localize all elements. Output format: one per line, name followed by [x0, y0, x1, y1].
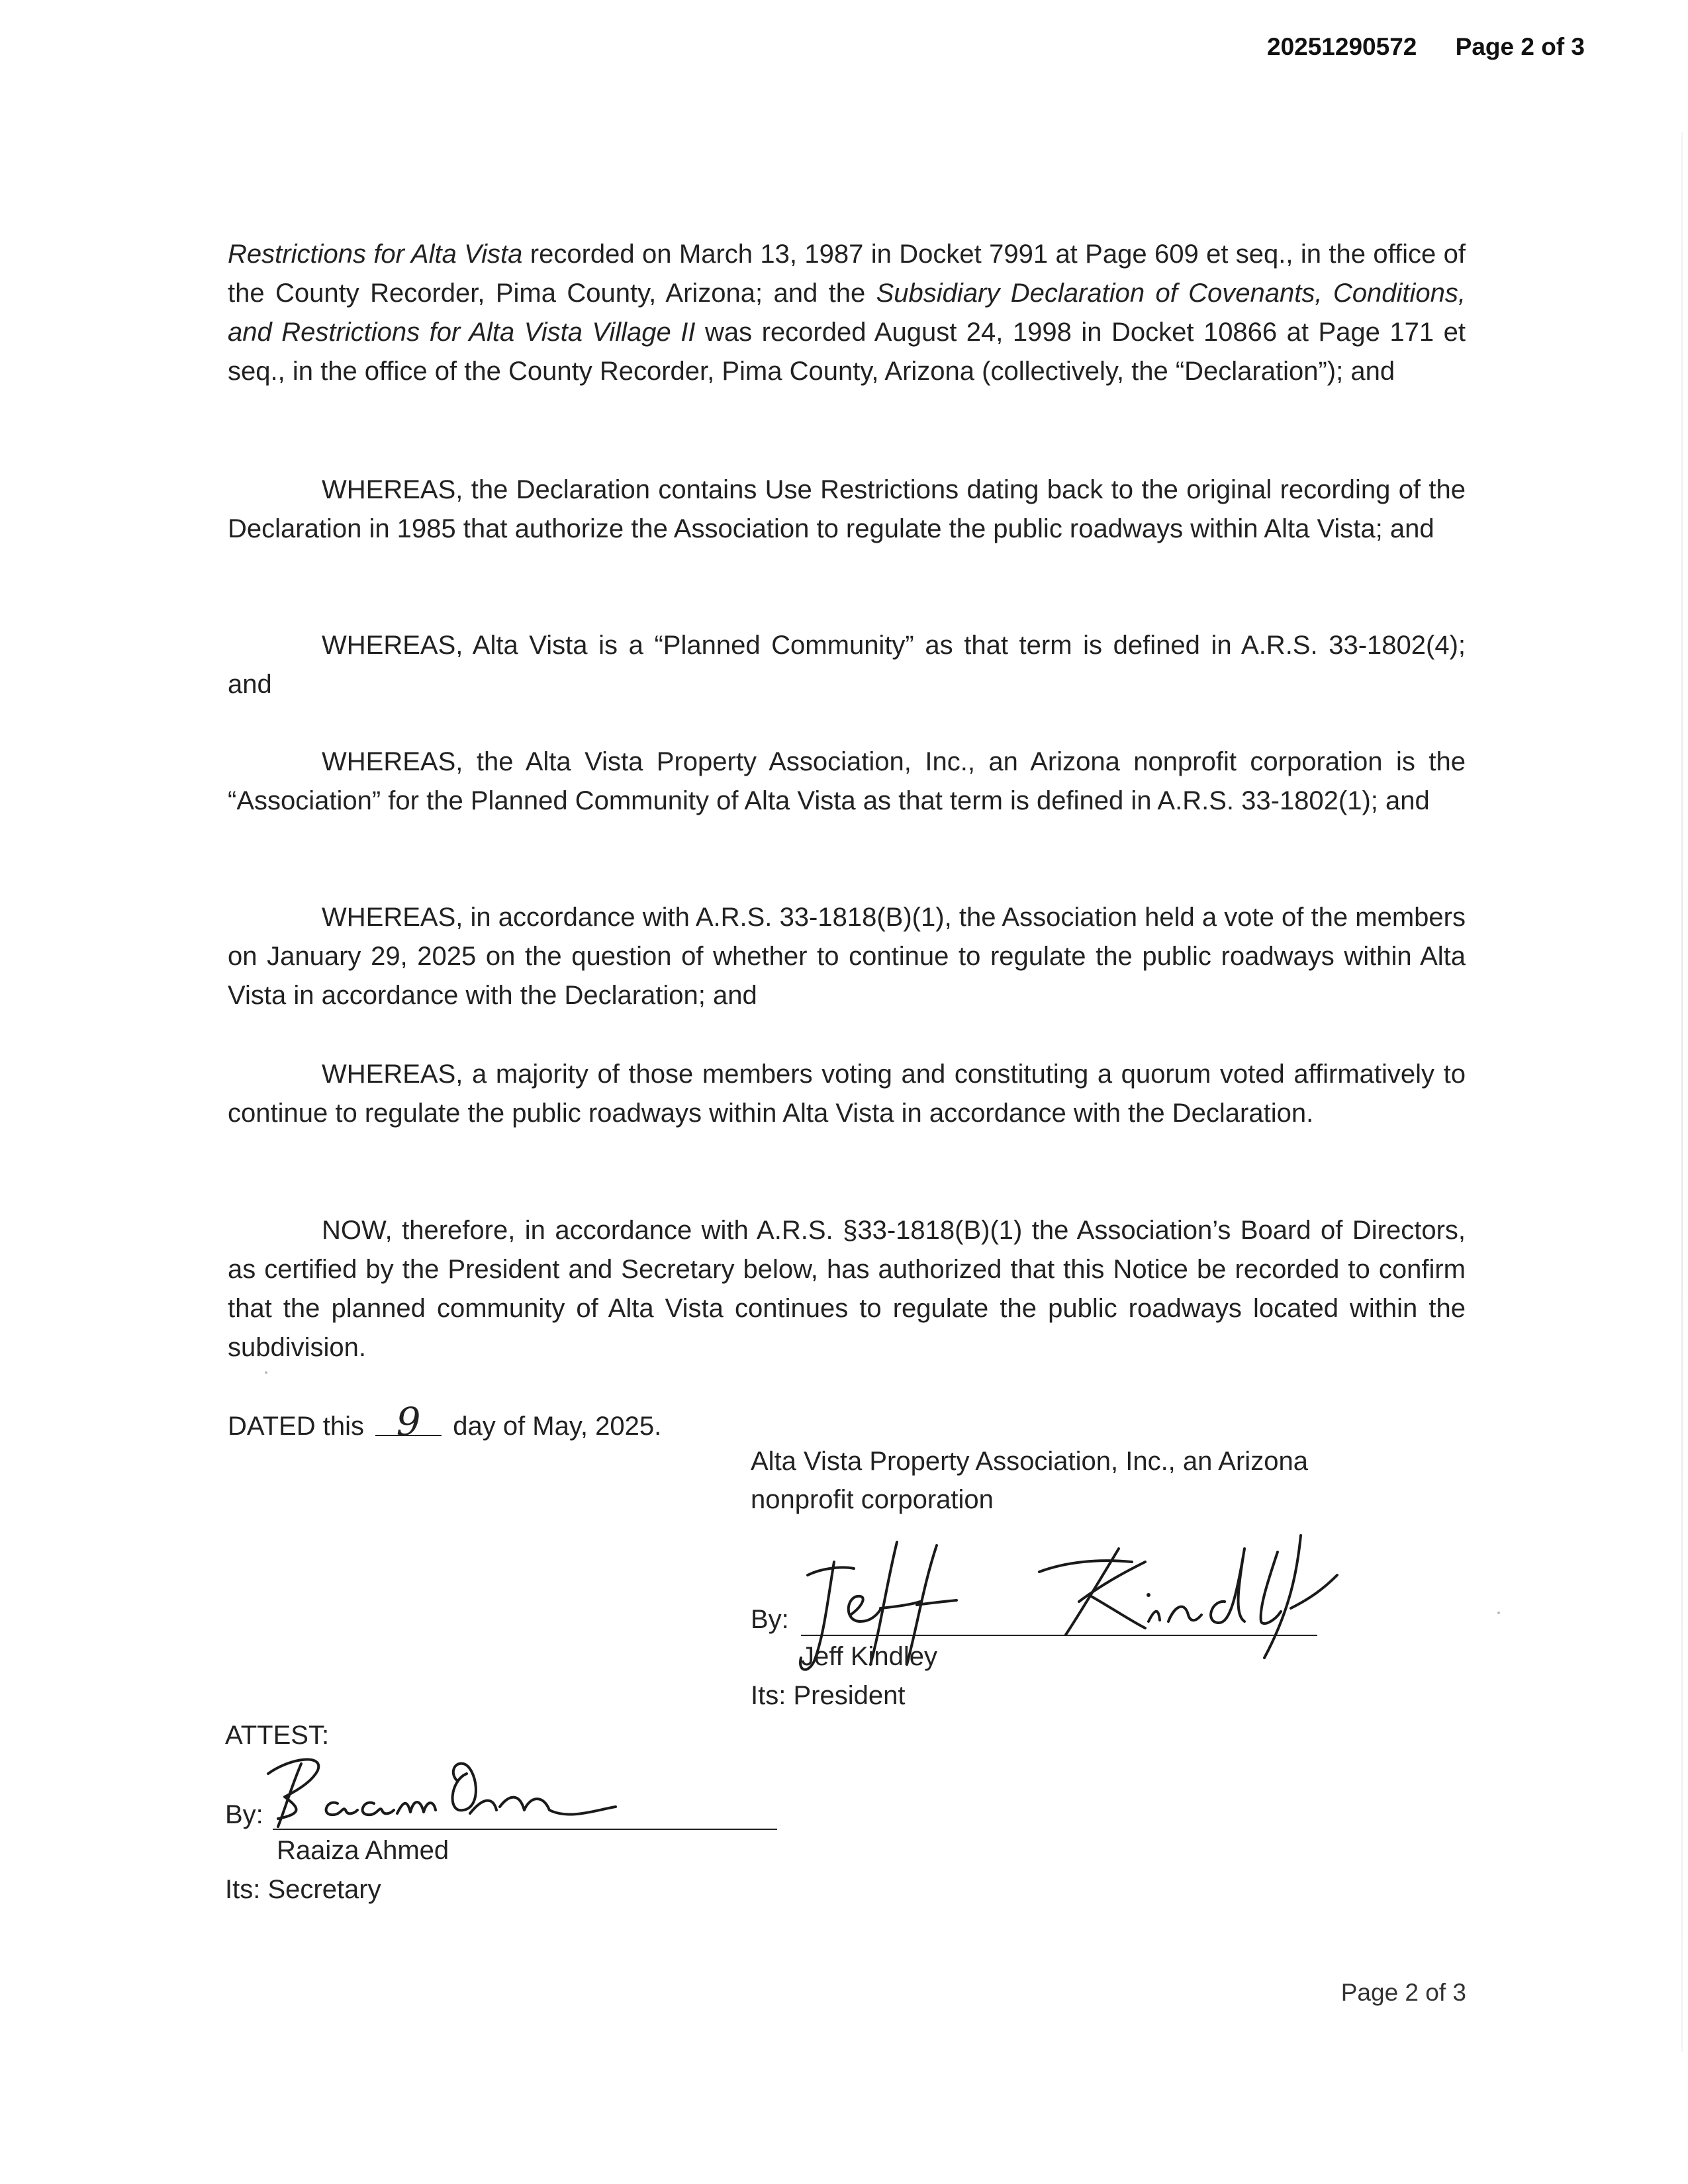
- secretary-name: Raaiza Ahmed: [277, 1836, 449, 1865]
- scan-speck: [1497, 1612, 1500, 1614]
- paragraph-whereas-planned-community: WHEREAS, Alta Vista is a “Planned Community” as that term is defined in A.R.S. 33-1802(4); and: [228, 631, 1466, 699]
- paragraph-declaration-continued: [228, 235, 1466, 391]
- paragraph-text: was recorded August 24, 1998 in Docket 10866 at Page 171 et seq., in the office of the County Recorder, Pima County, Arizona (collectively, the “Declaration”); and: [228, 318, 1466, 386]
- footer-page-label: Page 2 of 3: [1340, 1979, 1466, 2006]
- paragraph-now-therefore: NOW, therefore, in accordance with A.R.S. §33-1818(B)(1) the Association’s Board of Directors, as certified by the President and Secretary below, has authorized that this Notice be recorded to confirm that the planned community of Alta Vista continues to regulate the public roadways located within the subdivision.: [228, 1216, 1466, 1362]
- attest-label: ATTEST:: [225, 1721, 330, 1750]
- president-title: Its: President: [751, 1681, 906, 1710]
- paragraph-whereas-use-restrictions: WHEREAS, the Declaration contains Use Restrictions dating back to the original recording of the Declaration in 1985 that authorize the Association to regulate the public roadways within Alta Vista; and: [228, 475, 1466, 543]
- recording-number: 20251290572: [1267, 33, 1417, 60]
- entity-line-1: Alta Vista Property Association, Inc., an Arizona: [751, 1447, 1308, 1476]
- paragraph-whereas-vote: WHEREAS, in accordance with A.R.S. 33-1818(B)(1), the Association held a vote of the members on January 29, 2025 on the question of whether to continue to regulate the public roadways within Alta Vista in accordance with the Declaration; and: [228, 903, 1466, 1010]
- secretary-signature-line: [273, 1829, 777, 1830]
- scan-edge: [1681, 132, 1683, 2052]
- secretary-signature: [265, 1747, 635, 1840]
- dated-suffix: day of May, 2025.: [453, 1412, 662, 1441]
- header-page-label: Page 2 of 3: [1455, 33, 1585, 60]
- secretary-by-label: By:: [225, 1800, 263, 1829]
- subsidiary-declaration-title: Subsidiary Declaration of Covenants, Conditions, and Restrictions for Alta Vista Village II: [228, 279, 1466, 347]
- scan-speck: [265, 1371, 267, 1374]
- president-name: Jeff Kindley: [801, 1642, 938, 1671]
- dated-line: [228, 1399, 662, 1444]
- entity-line-2: nonprofit corporation: [751, 1485, 994, 1514]
- entity-name-block: [751, 1442, 1413, 1519]
- president-by-label: By:: [751, 1605, 789, 1634]
- secretary-title: Its: Secretary: [225, 1875, 381, 1904]
- recording-header: [1267, 33, 1585, 61]
- declaration-title: Restrictions for Alta Vista: [228, 240, 523, 269]
- paragraph-whereas-majority: WHEREAS, a majority of those members voting and constituting a quorum voted affirmatively to continue to regulate the public roadways within Alta Vista in accordance with the Declaration.: [228, 1060, 1466, 1128]
- paragraph-whereas-association: WHEREAS, the Alta Vista Property Association, Inc., an Arizona nonprofit corporation is the “Association” for the Planned Community of Alta Vista as that term is defined in A.R.S. 33-1802(1); and: [228, 747, 1466, 815]
- dated-day-handwritten: 9: [375, 1408, 442, 1436]
- paragraph-text: recorded on March 13, 1987 in Docket 7991 at Page 609 et seq., in the office of the County Recorder, Pima County, Arizona; and the: [228, 240, 1466, 308]
- dated-prefix: DATED this: [228, 1412, 364, 1441]
